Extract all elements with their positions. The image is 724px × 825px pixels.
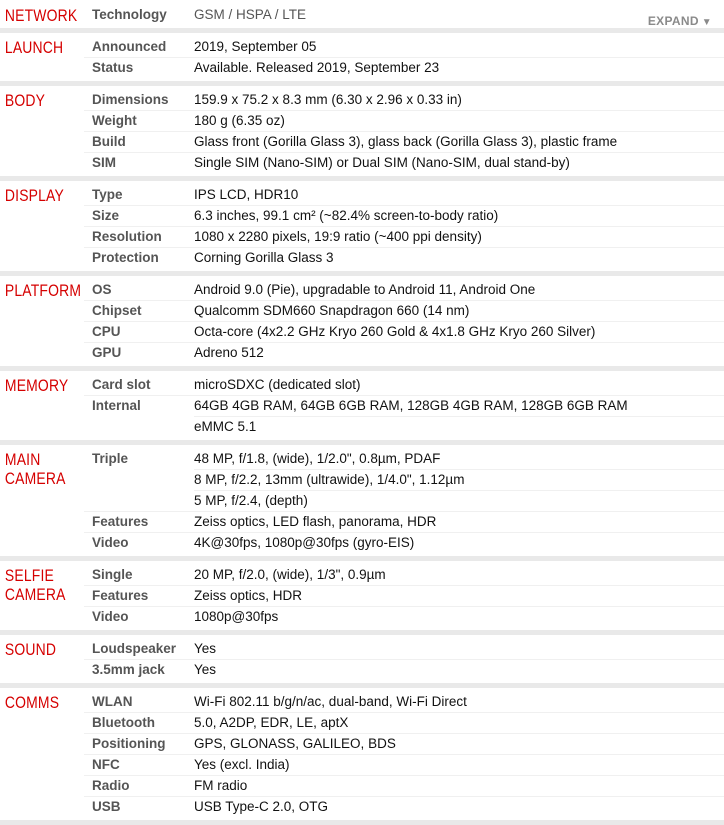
spec-row	[84, 659, 724, 680]
spec-section-selfie-camera	[0, 561, 724, 635]
section-title-line: COMMS	[4, 693, 60, 712]
spec-section-platform	[0, 276, 724, 371]
section-title[interactable]	[0, 692, 69, 817]
spec-value: 1080p@30fps	[194, 609, 279, 624]
spec-value: eMMC 5.1	[194, 416, 724, 437]
spec-values	[194, 153, 724, 173]
spec-values	[194, 512, 724, 532]
spec-values	[194, 565, 724, 585]
section-title-line: BODY	[4, 91, 46, 110]
spec-values	[194, 692, 724, 712]
spec-key[interactable]: Card slot	[92, 377, 151, 392]
spec-values	[194, 586, 724, 606]
spec-key[interactable]: Chipset	[92, 303, 142, 318]
spec-key[interactable]: Build	[92, 134, 126, 149]
spec-value: Adreno 512	[194, 345, 264, 360]
spec-key[interactable]: Features	[92, 588, 149, 603]
spec-values	[194, 248, 724, 268]
spec-value: Glass front (Gorilla Glass 3), glass back (Gorilla Glass 3), plastic frame	[194, 134, 618, 149]
spec-values	[194, 5, 724, 25]
spec-value: 2019, September 05	[194, 39, 317, 54]
section-title-line: CAMERA	[4, 469, 66, 488]
spec-key[interactable]: Internal	[92, 398, 141, 413]
spec-key[interactable]: Dimensions	[92, 92, 169, 107]
spec-row	[84, 375, 724, 395]
spec-row	[84, 342, 724, 363]
spec-value: 5.0, A2DP, EDR, LE, aptX	[194, 715, 349, 730]
spec-value: 180 g (6.35 oz)	[194, 113, 285, 128]
expand-button[interactable]	[648, 14, 712, 28]
section-title[interactable]	[0, 90, 69, 173]
spec-row	[84, 692, 724, 712]
spec-value: GPS, GLONASS, GALILEO, BDS	[194, 736, 396, 751]
spec-values	[194, 280, 724, 300]
spec-section-body	[0, 86, 724, 181]
expand-label: EXPAND	[647, 14, 699, 28]
spec-value: Android 9.0 (Pie), upgradable to Android 11, Android One	[194, 282, 536, 297]
spec-values	[194, 111, 724, 131]
spec-value: 1080 x 2280 pixels, 19:9 ratio (~400 ppi density)	[194, 229, 482, 244]
spec-value: 64GB 4GB RAM, 64GB 6GB RAM, 128GB 4GB RAM, 128GB 6GB RAM	[194, 398, 628, 413]
section-title-line: SELFIE	[4, 566, 54, 585]
spec-value: 48 MP, f/1.8, (wide), 1/2.0", 0.8µm, PDAF	[194, 451, 441, 466]
spec-row	[84, 226, 724, 247]
spec-value: Zeiss optics, LED flash, panorama, HDR	[194, 514, 437, 529]
spec-value: 6.3 inches, 99.1 cm² (~82.4% screen-to-body ratio)	[194, 208, 499, 223]
spec-row	[84, 247, 724, 268]
spec-section-display	[0, 181, 724, 276]
section-title-line: MAIN	[4, 450, 41, 469]
spec-key[interactable]: Single	[92, 567, 133, 582]
spec-values	[194, 132, 724, 152]
section-title-line: SOUND	[4, 640, 57, 659]
section-title-line: MEMORY	[4, 376, 69, 395]
spec-value: Qualcomm SDM660 Snapdragon 660 (14 nm)	[194, 303, 470, 318]
spec-value: Yes	[194, 662, 217, 677]
spec-value: FM radio	[194, 778, 248, 793]
spec-value: Octa-core (4x2.2 GHz Kryo 260 Gold & 4x1.8 GHz Kryo 260 Silver)	[194, 324, 596, 339]
spec-key[interactable]: 3.5mm jack	[92, 662, 165, 677]
spec-values	[194, 607, 724, 627]
spec-row	[84, 532, 724, 553]
spec-key[interactable]: GPU	[92, 345, 122, 360]
spec-row	[84, 185, 724, 205]
chevron-down-icon: ▼	[701, 17, 712, 28]
spec-row	[84, 639, 724, 659]
spec-value: 159.9 x 75.2 x 8.3 mm (6.30 x 2.96 x 0.33 in)	[194, 92, 462, 107]
spec-key[interactable]: Status	[92, 60, 134, 75]
spec-values	[194, 639, 724, 659]
spec-key[interactable]: Protection	[92, 250, 159, 265]
spec-row	[84, 131, 724, 152]
spec-key[interactable]: Triple	[92, 451, 129, 466]
spec-value: Single SIM (Nano-SIM) or Dual SIM (Nano-SIM, dual stand-by)	[194, 155, 570, 170]
spec-row	[84, 585, 724, 606]
section-title[interactable]	[0, 375, 69, 437]
spec-values	[194, 322, 724, 342]
spec-row	[84, 511, 724, 532]
spec-row	[84, 321, 724, 342]
spec-row	[84, 90, 724, 110]
spec-rows	[84, 5, 724, 25]
spec-key[interactable]: OS	[92, 282, 112, 297]
section-title[interactable]	[0, 449, 69, 553]
spec-key[interactable]: WLAN	[92, 694, 133, 709]
section-title[interactable]	[0, 639, 69, 680]
spec-row	[84, 712, 724, 733]
spec-key[interactable]: Bluetooth	[92, 715, 155, 730]
spec-value: Corning Gorilla Glass 3	[194, 250, 334, 265]
spec-values	[194, 797, 724, 817]
spec-values	[194, 375, 724, 395]
spec-value: 20 MP, f/2.0, (wide), 1/3", 0.9µm	[194, 567, 386, 582]
spec-values	[194, 713, 724, 733]
spec-key[interactable]: Loudspeaker	[92, 641, 177, 656]
spec-section-network	[0, 0, 724, 33]
section-title-line: PLATFORM	[4, 281, 82, 300]
spec-section-main-camera	[0, 445, 724, 561]
section-title-line: NETWORK	[4, 6, 78, 25]
spec-values	[194, 396, 724, 437]
spec-rows	[84, 375, 724, 437]
spec-key[interactable]: SIM	[92, 155, 117, 170]
spec-values	[194, 58, 724, 78]
spec-row	[84, 733, 724, 754]
spec-value: Available. Released 2019, September 23	[194, 60, 440, 75]
spec-values	[194, 185, 724, 205]
spec-key[interactable]: Technology	[92, 7, 167, 22]
spec-values	[194, 660, 724, 680]
spec-rows	[84, 280, 724, 363]
spec-key[interactable]: NFC	[92, 757, 120, 772]
spec-row	[84, 110, 724, 131]
spec-row	[84, 775, 724, 796]
spec-values	[194, 755, 724, 775]
spec-row	[84, 796, 724, 817]
spec-key[interactable]: Radio	[92, 778, 130, 793]
spec-rows	[84, 639, 724, 680]
spec-row	[84, 152, 724, 173]
spec-rows	[84, 90, 724, 173]
spec-rows	[84, 37, 724, 78]
section-title-line: DISPLAY	[4, 186, 64, 205]
spec-values	[194, 37, 724, 57]
spec-value: Yes (excl. India)	[194, 757, 290, 772]
spec-row	[84, 280, 724, 300]
spec-key[interactable]: Size	[92, 208, 120, 223]
section-title[interactable]	[0, 5, 78, 25]
section-title[interactable]	[0, 185, 69, 268]
spec-row	[84, 395, 724, 437]
section-title[interactable]	[0, 565, 69, 627]
spec-value: Yes	[194, 641, 217, 656]
spec-key[interactable]: Announced	[92, 39, 167, 54]
spec-key[interactable]: Weight	[92, 113, 137, 128]
spec-section-launch	[0, 33, 724, 86]
spec-values	[194, 533, 724, 553]
spec-key[interactable]: Positioning	[92, 736, 166, 751]
spec-section-sound	[0, 635, 724, 688]
spec-value: Wi-Fi 802.11 b/g/n/ac, dual-band, Wi-Fi Direct	[194, 694, 467, 709]
spec-values	[194, 734, 724, 754]
spec-value: Zeiss optics, HDR	[194, 588, 303, 603]
spec-row	[84, 205, 724, 226]
spec-values	[194, 343, 724, 363]
spec-value: 4K@30fps, 1080p@30fps (gyro-EIS)	[194, 535, 415, 550]
spec-values	[194, 206, 724, 226]
spec-row	[84, 565, 724, 585]
spec-row	[84, 606, 724, 627]
spec-row	[84, 300, 724, 321]
spec-key[interactable]: Video	[92, 609, 129, 624]
spec-values	[194, 301, 724, 321]
spec-value: GSM / HSPA / LTE	[194, 7, 307, 22]
spec-row	[84, 449, 724, 511]
spec-value: IPS LCD, HDR10	[194, 187, 299, 202]
spec-key[interactable]: Type	[92, 187, 123, 202]
spec-values	[194, 449, 724, 511]
spec-section-memory	[0, 371, 724, 445]
spec-values	[194, 227, 724, 247]
spec-value: USB Type-C 2.0, OTG	[194, 799, 329, 814]
spec-row	[84, 37, 724, 57]
spec-values	[194, 90, 724, 110]
section-title-line: LAUNCH	[4, 38, 64, 57]
spec-row	[84, 57, 724, 78]
spec-row	[84, 5, 724, 25]
spec-key[interactable]: CPU	[92, 324, 121, 339]
spec-rows	[84, 692, 724, 817]
section-title-line: CAMERA	[4, 585, 66, 604]
spec-value: microSDXC (dedicated slot)	[194, 377, 361, 392]
spec-key[interactable]: Video	[92, 535, 129, 550]
spec-values	[194, 776, 724, 796]
section-title[interactable]	[0, 280, 82, 363]
spec-key[interactable]: USB	[92, 799, 121, 814]
spec-rows	[84, 449, 724, 553]
section-title[interactable]	[0, 37, 69, 78]
spec-value: 5 MP, f/2.4, (depth)	[194, 490, 724, 511]
spec-key[interactable]: Resolution	[92, 229, 162, 244]
spec-value: 8 MP, f/2.2, 13mm (ultrawide), 1/4.0", 1.12µm	[194, 469, 724, 490]
spec-rows	[84, 565, 724, 627]
spec-key[interactable]: Features	[92, 514, 149, 529]
spec-section-comms	[0, 688, 724, 825]
spec-rows	[84, 185, 724, 268]
